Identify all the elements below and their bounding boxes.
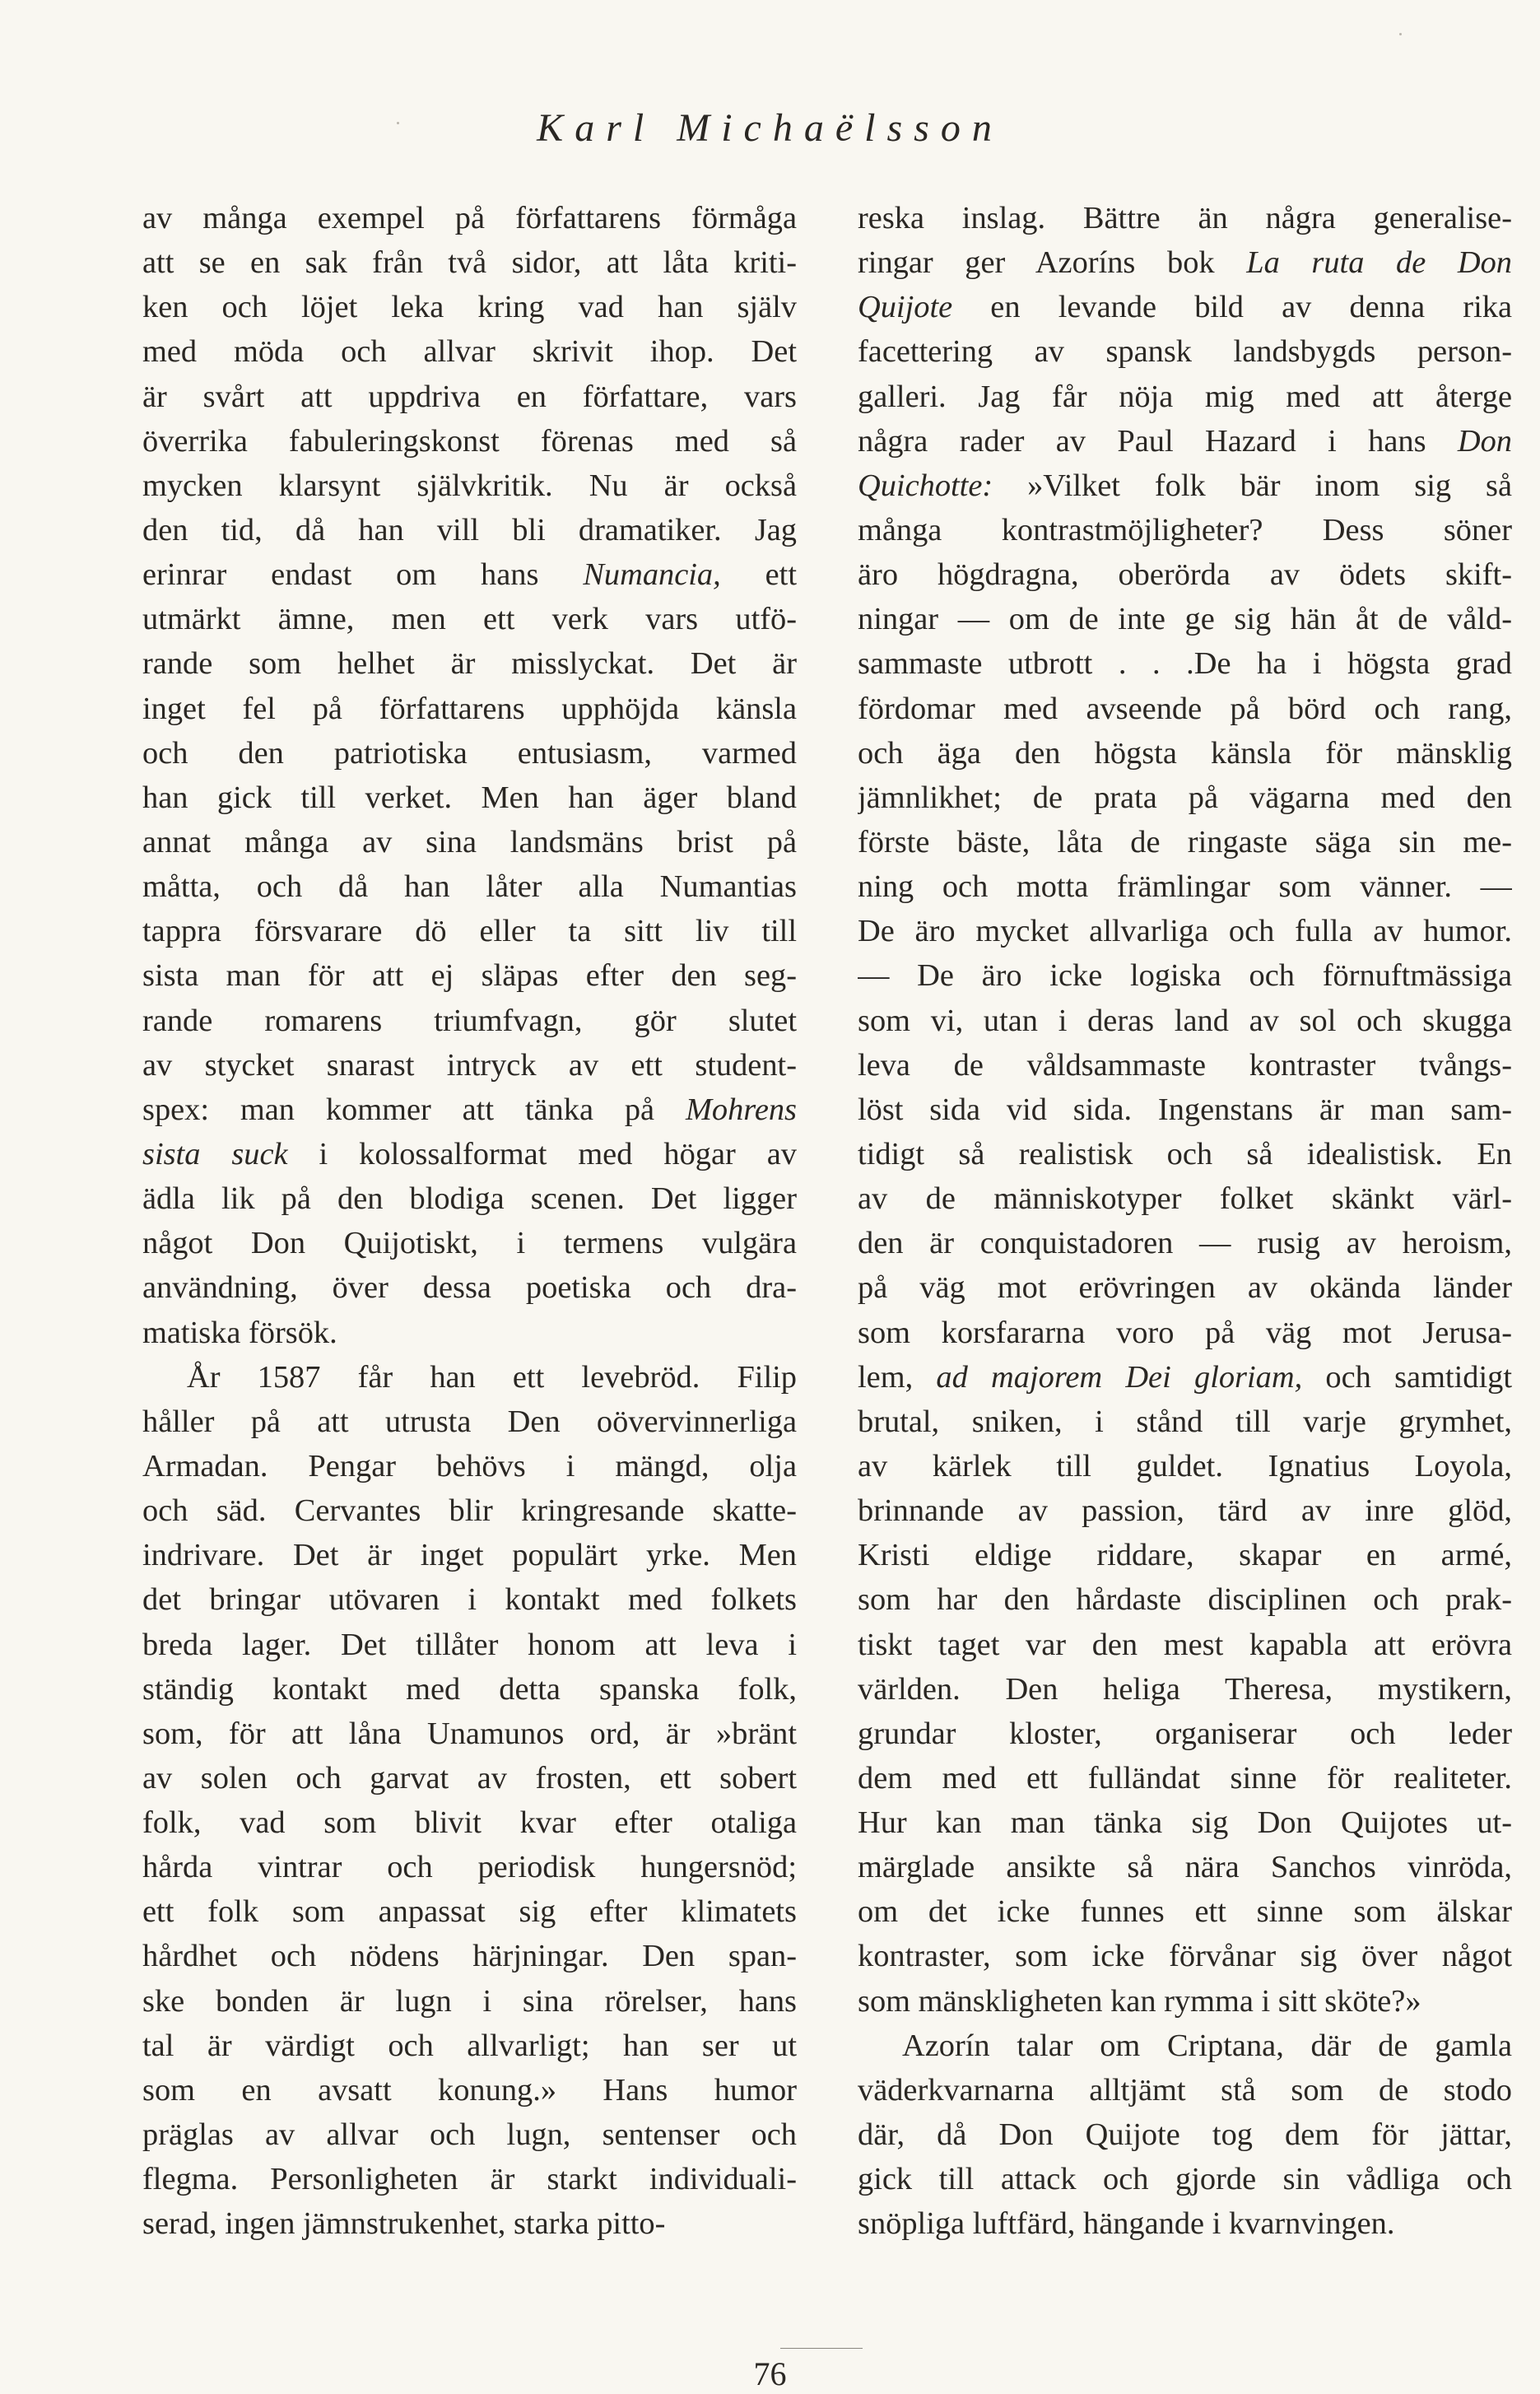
text-run: spex: man kommer att tänka på [142, 1092, 686, 1127]
text-run: och samtidigt [1302, 1359, 1512, 1395]
text-line [858, 1756, 1512, 1800]
text-run: ske bonden är lugn i sina rörelser, hans [142, 1983, 797, 2019]
text-line [142, 375, 797, 419]
text-line [142, 196, 797, 240]
italic-text: ad majorem Dei gloriam, [936, 1359, 1303, 1395]
text-run: inget fel på författarens upphöjda känsla [142, 691, 797, 726]
text-line [142, 1712, 797, 1756]
text-run: och den patriotiska entusiasm, varmed [142, 735, 797, 771]
text-run: med möda och allvar skrivit ihop. Det [142, 334, 797, 370]
text-line [142, 508, 797, 552]
italic-text: Mohrens [685, 1092, 797, 1127]
text-line [858, 864, 1512, 909]
text-run: den är conquistadoren — rusig av heroism, [858, 1226, 1512, 1261]
text-run: dem med ett fulländat sinne för realiteter. [858, 1760, 1512, 1796]
text-line [858, 2024, 1512, 2068]
text-line [142, 329, 797, 374]
text-run: utmärkt ämne, men ett verk vars utfö- [142, 602, 797, 637]
text-run: ken och löjet leka kring vad han själv [142, 290, 797, 325]
text-run: av stycket snarast intryck av ett student- [142, 1047, 797, 1083]
text-line [858, 1132, 1512, 1176]
paper-speck [397, 122, 399, 124]
text-run: jämnlikhet; de prata på vägarna med den [858, 780, 1512, 815]
text-line [142, 1488, 797, 1533]
text-line [858, 1800, 1512, 1845]
italic-text: Quijote [858, 290, 953, 325]
text-run: är svårt att uppdriva en författare, vars [142, 379, 797, 414]
page-number: 76 [753, 2355, 787, 2392]
italic-text: Don [1457, 423, 1512, 459]
text-run: väderkvarnarna alltjämt stå som de stodo [858, 2072, 1512, 2108]
text-run: tiskt taget var den mest kapabla att erövra [858, 1627, 1512, 1662]
text-run: tappra försvarare dö eller ta sitt liv till [142, 914, 797, 949]
text-line [142, 1979, 797, 2024]
text-run: världen. Den heliga Theresa, mystikern, [858, 1671, 1512, 1707]
running-head: Karl Michaëlsson [537, 106, 1003, 150]
text-run: han gick till verket. Men han äger bland [142, 780, 797, 815]
text-run: några rader av Paul Hazard i hans [858, 423, 1458, 459]
text-run: som mänskligheten kan rymma i sitt sköte?» [858, 1983, 1421, 2019]
text-line [142, 1889, 797, 1934]
text-line [142, 953, 797, 998]
text-line [858, 1043, 1512, 1088]
text-run: om det icke funnes ett sinne som älskar [858, 1894, 1512, 1930]
text-line [142, 1845, 797, 1889]
text-run: sammaste utbrott . . .De ha i högsta grad [858, 646, 1512, 682]
text-run: reska inslag. Bättre än några generalise- [858, 201, 1512, 235]
text-run: den tid, då han vill bli dramatiker. Jag [142, 512, 797, 547]
text-run: Hur kan man tänka sig Don Quijotes ut- [858, 1805, 1512, 1841]
text-run: löst sida vid sida. Ingenstans är man sam- [858, 1092, 1512, 1127]
text-line [142, 1132, 797, 1176]
text-run: År 1587 får han ett levebröd. Filip [187, 1359, 797, 1395]
text-run: som vi, utan i deras land av sol och skugga [858, 1003, 1512, 1038]
text-run: att se en sak från två sidor, att låta kriti- [142, 245, 797, 281]
text-column-right [858, 196, 1512, 2246]
text-line [142, 864, 797, 909]
text-column-left [142, 196, 797, 2246]
text-line [858, 999, 1512, 1043]
text-run: mycken klarsynt självkritik. Nu är också [142, 468, 797, 503]
text-line [142, 597, 797, 641]
text-line [142, 820, 797, 864]
text-run: det bringar utövaren i kontakt med folkets [142, 1582, 797, 1618]
text-run: som korsfararna voro på väg mot Jerusa- [858, 1315, 1512, 1350]
text-line [142, 1533, 797, 1577]
text-line [858, 820, 1512, 864]
text-run: som har den hårdaste disciplinen och prak- [858, 1582, 1512, 1618]
text-line [142, 731, 797, 775]
text-line [858, 1176, 1512, 1221]
text-run: brinnande av passion, tärd av inre glöd, [858, 1493, 1512, 1529]
text-line [142, 1800, 797, 1845]
text-line [142, 1311, 797, 1355]
text-line [858, 641, 1512, 686]
italic-text: sista suck [142, 1136, 288, 1171]
text-line [142, 2157, 797, 2201]
text-run: brutal, sniken, i stånd till varje grymhet, [858, 1404, 1512, 1439]
text-run: av många exempel på författarens förmåga [142, 201, 797, 235]
text-line [858, 2068, 1512, 2112]
text-line [858, 2112, 1512, 2157]
text-line [858, 687, 1512, 731]
text-run: serad, ingen jämnstrukenhet, starka pitto- [142, 2206, 666, 2242]
text-line [858, 1088, 1512, 1132]
text-line [142, 463, 797, 508]
text-run: kontraster, som icke förvånar sig över något [858, 1939, 1512, 1974]
text-run: gick till attack och gjorde sin vådliga och [858, 2162, 1512, 2197]
text-run: präglas av allvar och lugn, sentenser och [142, 2117, 797, 2153]
text-line [142, 285, 797, 329]
text-run: annat många av sina landsmäns brist på [142, 824, 797, 859]
text-line [142, 552, 797, 597]
text-line [858, 2157, 1512, 2201]
text-run: breda lager. Det tillåter honom att leva i [142, 1627, 797, 1662]
text-run: där, då Don Quijote tog dem för jättar, [858, 2117, 1512, 2153]
text-line [858, 285, 1512, 329]
text-line [142, 909, 797, 953]
text-line [142, 1756, 797, 1800]
text-line [142, 240, 797, 285]
text-line [858, 597, 1512, 641]
text-line [142, 1221, 797, 1265]
text-line [858, 909, 1512, 953]
text-line [858, 2201, 1512, 2246]
text-run: flegma. Personligheten är starkt individuali- [142, 2162, 797, 2197]
italic-text: Quichotte: [858, 468, 993, 503]
text-line [858, 1221, 1512, 1265]
text-run: i kolossalformat med högar av [287, 1136, 797, 1171]
text-run: Azorín talar om Criptana, där de gamla [902, 2028, 1512, 2063]
text-line [858, 329, 1512, 374]
text-line [142, 1623, 797, 1667]
text-run: av de människotyper folket skänkt värl- [858, 1181, 1512, 1217]
text-line [142, 775, 797, 820]
text-line [142, 1577, 797, 1622]
text-line [858, 775, 1512, 820]
text-run: tal är värdigt och allvarligt; han ser ut [142, 2028, 797, 2063]
text-line [858, 1889, 1512, 1934]
text-run: märglade ansikte så nära Sanchos vinröda, [858, 1850, 1512, 1885]
text-run: ningar — om de inte ge sig hän åt de våld- [858, 602, 1512, 637]
text-run: ett [720, 557, 797, 593]
text-line [858, 1265, 1512, 1310]
text-line [142, 419, 797, 463]
text-run: som, för att låna Unamunos ord, är »bränt [142, 1716, 797, 1751]
text-line [858, 1444, 1512, 1488]
italic-text: La ruta de Don [1246, 245, 1512, 281]
text-line [858, 953, 1512, 998]
text-run: Armadan. Pengar behövs i mängd, olja [142, 1448, 797, 1483]
text-line [858, 1979, 1512, 2024]
text-run: rande romarens triumfvagn, gör slutet [142, 1003, 797, 1038]
folio-rule [780, 2348, 863, 2349]
text-line [142, 2024, 797, 2068]
text-line [142, 1444, 797, 1488]
text-run: fördomar med avseende på börd och rang, [858, 691, 1512, 726]
text-run: ständig kontakt med detta spanska folk, [142, 1671, 797, 1707]
text-line [858, 1934, 1512, 1978]
text-run: tidigt så realistisk och så idealistisk. En [858, 1136, 1512, 1171]
text-run: — De äro icke logiska och förnuftmässiga [858, 958, 1512, 994]
text-line [142, 1265, 797, 1310]
text-run: en levande bild av denna rika [952, 290, 1512, 325]
text-line [142, 1355, 797, 1400]
text-line [858, 1355, 1512, 1400]
text-run: och säd. Cervantes blir kringresande skatte- [142, 1493, 797, 1529]
text-line [858, 731, 1512, 775]
text-run: ädla lik på den blodiga scenen. Det ligger [142, 1181, 797, 1217]
text-line [858, 1623, 1512, 1667]
text-line [142, 999, 797, 1043]
text-run: lem, [858, 1359, 937, 1395]
paper-speck [1399, 33, 1402, 35]
text-run: De äro mycket allvarliga och fulla av humor. [858, 914, 1512, 949]
text-run: ning och motta främlingar som vänner. — [858, 869, 1512, 905]
text-run: ringar ger Azoríns bok [858, 245, 1247, 281]
text-run: grundar kloster, organiserar och leder [858, 1716, 1512, 1751]
text-run: av kärlek till guldet. Ignatius Loyola, [858, 1448, 1512, 1483]
text-run: på väg mot erövringen av okända länder [858, 1270, 1512, 1306]
italic-text: Numancia, [583, 557, 721, 593]
text-run: folk, vad som blivit kvar efter otaliga [142, 1805, 797, 1841]
text-line [858, 552, 1512, 597]
text-line [858, 240, 1512, 285]
text-line [858, 463, 1512, 508]
text-run: sista man för att ej släpas efter den seg- [142, 958, 797, 994]
text-line [858, 1577, 1512, 1622]
text-line [142, 1043, 797, 1088]
text-run: som en avsatt konung.» Hans humor [142, 2072, 797, 2108]
text-run: användning, över dessa poetiska och dra- [142, 1270, 797, 1306]
text-run: leva de våldsammaste kontraster tvångs- [858, 1047, 1512, 1083]
text-run: rande som helhet är misslyckat. Det är [142, 646, 797, 682]
text-run: och äga den högsta känsla för mänsklig [858, 735, 1512, 771]
text-run: matiska försök. [142, 1315, 337, 1350]
text-line [142, 1088, 797, 1132]
text-run: erinrar endast om hans [142, 557, 584, 593]
text-line [858, 1488, 1512, 1533]
text-line [142, 2112, 797, 2157]
text-line [858, 1667, 1512, 1712]
text-line [142, 1934, 797, 1978]
text-line [858, 1311, 1512, 1355]
text-line [858, 1712, 1512, 1756]
text-line [858, 1400, 1512, 1444]
text-line [858, 375, 1512, 419]
text-line [142, 687, 797, 731]
text-line [142, 1176, 797, 1221]
text-run: snöpliga luftfärd, hängande i kvarnvingen. [858, 2206, 1395, 2242]
text-line [142, 1667, 797, 1712]
text-line [858, 196, 1512, 240]
text-run: måtta, och då han låter alla Numantias [142, 869, 797, 905]
text-run: många kontrastmöjligheter? Dess söner [858, 512, 1512, 547]
text-run: »Vilket folk bär inom sig så [993, 468, 1512, 503]
text-line [858, 1533, 1512, 1577]
text-run: galleri. Jag får nöja mig med att återge [858, 379, 1512, 414]
text-line [142, 2068, 797, 2112]
text-run: facettering av spansk landsbygds person- [858, 334, 1512, 370]
text-line [858, 1845, 1512, 1889]
text-run: äro högdragna, oberörda av ödets skift- [858, 557, 1512, 593]
text-line [858, 508, 1512, 552]
text-run: överrika fabuleringskonst förenas med så [142, 423, 797, 459]
text-line [142, 2201, 797, 2246]
text-run: håller på att utrusta Den oövervinnerliga [142, 1404, 797, 1439]
text-line [858, 419, 1512, 463]
text-run: av solen och garvat av frosten, ett sobert [142, 1760, 797, 1796]
text-line [142, 641, 797, 686]
text-run: hårdhet och nödens härjningar. Den span- [142, 1939, 797, 1974]
text-run: förste bäste, låta de ringaste säga sin me- [858, 824, 1512, 859]
text-run: Kristi eldige riddare, skapar en armé, [858, 1538, 1512, 1573]
text-run: något Don Quijotiskt, i termens vulgära [142, 1226, 797, 1261]
text-run: hårda vintrar och periodisk hungersnöd; [142, 1850, 797, 1885]
text-line [142, 1400, 797, 1444]
text-run: indrivare. Det är inget populärt yrke. Men [142, 1538, 797, 1573]
text-run: ett folk som anpassat sig efter klimatets [142, 1894, 797, 1930]
